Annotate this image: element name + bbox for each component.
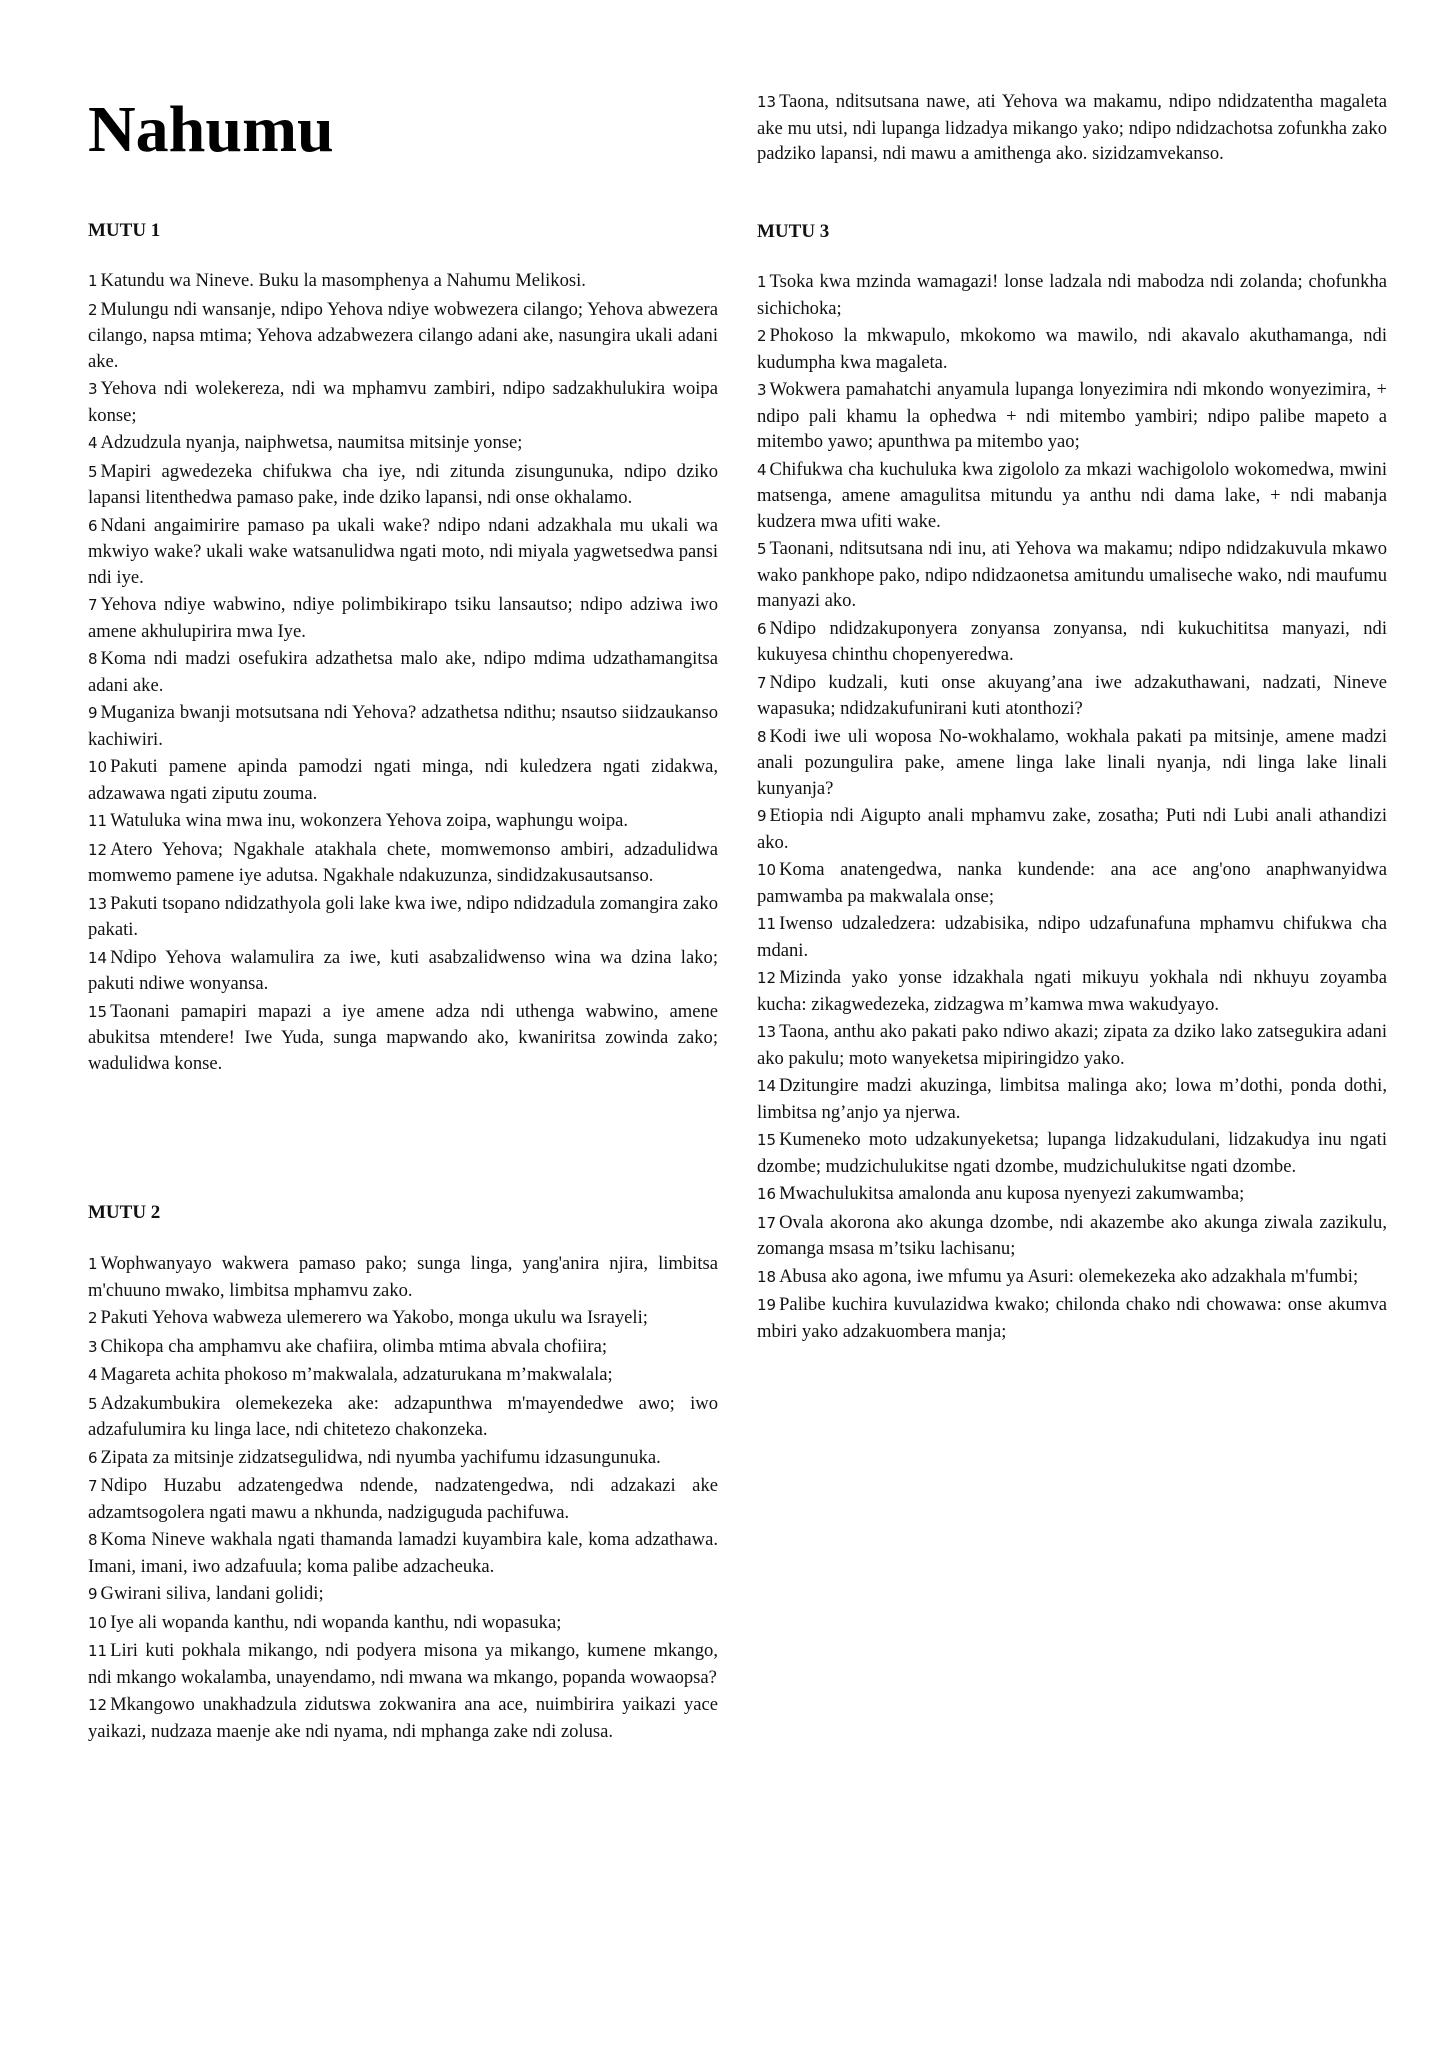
chapter-3-verse-14 [757, 1073, 1387, 1125]
verse-number: 4 [88, 1366, 98, 1384]
verse-text: Mwachulukitsa amalonda anu kuposa nyenyezi zakumwamba; [779, 1183, 1245, 1204]
chapter-2-verse-11 [88, 1638, 718, 1690]
verse-text: Wokwera pamahatchi anyamula lupanga lonyezimira ndi mkondo wonyezimira, + ndipo pali khamu la ophedwa + ndi mitembo yambiri; ndipo palibe mapeto a mitembo yawo; apunthwa pa mitembo yao; [757, 379, 1387, 452]
chapter-1-verse-14 [88, 945, 718, 997]
chapter-2-heading: MUTU 2 [88, 1202, 161, 1223]
chapter-1-verse-4 [88, 430, 718, 457]
chapter-2-verse-9 [88, 1581, 718, 1608]
verse-number: 3 [88, 1337, 98, 1356]
chapter-1-verse-12 [88, 837, 718, 889]
chapter-2-verse-7 [88, 1473, 718, 1525]
verse-text: Muganiza bwanji motsutsana ndi Yehova? adzathetsa ndithu; nsautso siidzaukanso kachiwiri. [88, 702, 718, 750]
verse-number: 6 [757, 619, 767, 638]
chapter-2-verse-8 [88, 1527, 718, 1579]
verse-text: Yehova ndi wolekereza, ndi wa mphamvu zambiri, ndipo sadzakhulukira woipa konse; [88, 378, 718, 426]
verse-number: 10 [757, 861, 777, 879]
verse-text: Atero Yehova; Ngakhale atakhala chete, momwemonso ambiri, adzadulidwa momwemo pamene iye adutsa. Ngakhale ndakuzunza, sindidzakusautsanso. [88, 838, 718, 886]
verse-text: Ndipo Huzabu adzatengedwa ndende, nadzatengedwa, ndi adzakazi ake adzamtsogolera ngati mawu a nkhunda, nadziguguda pachifuwa. [88, 1475, 718, 1523]
verse-number: 14 [88, 948, 108, 967]
chapter-3-verse-16 [757, 1181, 1387, 1208]
chapter-3-verse-17 [757, 1210, 1387, 1262]
verse-number: 7 [88, 596, 98, 614]
verse-number: 2 [88, 300, 98, 319]
verse-number: 5 [757, 540, 767, 558]
chapter-1-verse-8 [88, 646, 718, 698]
chapter-2-verse-5 [88, 1391, 718, 1443]
verse-number: 15 [757, 1131, 777, 1149]
verse-text: Ndipo kudzali, kuti onse akuyang’ana iwe adzakuthawani, nadzati, Nineve wapasuka; ndidzakufunirani kuti atonthozi? [757, 671, 1387, 719]
verse-text: Chifukwa cha kuchuluka kwa zigololo za mkazi wachigololo wokomedwa, mwini matsenga, amene amagulitsa mitundu ya anthu ndi dama lake, + ndi mabanja kudzera mwa ufiti wake. [757, 458, 1387, 532]
verse-number: 13 [88, 894, 108, 913]
chapter-1-verse-6 [88, 513, 718, 591]
verse-number: 12 [757, 969, 777, 987]
verse-text: Tsoka kwa mzinda wamagazi! lonse ladzala ndi mabodza ndi zolanda; chofunkha sichichoka; [757, 271, 1387, 319]
verse-number: 9 [88, 1585, 98, 1603]
verse-number: 10 [88, 758, 108, 776]
chapter-3-heading: MUTU 3 [757, 221, 830, 242]
chapter-3-verse-11 [757, 911, 1387, 963]
verse-text: Chikopa cha amphamvu ake chafiira, olimba mtima abvala chofiira; [100, 1335, 608, 1357]
verse-number: 13 [757, 93, 777, 111]
verse-text: Yehova ndiye wabwino, ndiye polimbikirapo tsiku lansautso; ndipo adziwa iwo amene akhulupirira mwa Iye. [88, 594, 718, 642]
verse-text: Liri kuti pokhala mikango, ndi podyera misona ya mikango, kumene mkango, ndi mkango wokalamba, unayendamo, ndi mwana wa mkango, popanda wowaopsa? [88, 1640, 718, 1688]
chapter-2-verse-6 [88, 1445, 718, 1472]
chapter-1-verse-1 [88, 268, 718, 295]
verse-number: 5 [88, 462, 98, 481]
chapter-3-verse-2 [757, 323, 1387, 375]
chapter-2-verse-list-continued [757, 89, 1387, 169]
chapter-3-verse-13 [757, 1019, 1387, 1071]
verse-text: Koma Nineve wakhala ngati thamanda lamadzi kuyambira kale, koma adzathawa. Imani, imani, iwo adzafuula; koma palibe adzacheuka. [88, 1529, 718, 1577]
verse-text: Mkangowo unakhadzula zidutswa zokwanira ana ace, nuimbirira yaikazi yace yaikazi, nudzaza maenje ake ndi nyama, ndi mphanga zake ndi zolusa. [88, 1694, 718, 1742]
verse-text: Ndipo Yehova walamulira za iwe, kuti asabzalidwenso wina wa dzina lako; pakuti ndiwe wonyansa. [88, 946, 718, 994]
verse-text: Pakuti tsopano ndidzathyola goli lake kwa iwe, ndipo ndidzadula zomangira zako pakati. [88, 892, 718, 940]
verse-number: 19 [757, 1296, 777, 1314]
chapter-3-verse-8 [757, 724, 1387, 802]
verse-number: 4 [88, 434, 98, 452]
chapter-1-verse-list [88, 268, 718, 1078]
verse-text: Iye ali wopanda kanthu, ndi wopanda kanthu, ndi wopasuka; [110, 1611, 562, 1633]
chapter-2-verse-12 [88, 1692, 718, 1744]
verse-number: 11 [757, 915, 777, 933]
verse-text: Mulungu ndi wansanje, ndipo Yehova ndiye wobwezera cilango; Yehova abwezera cilango, napsa mtima; Yehova adzabwezera cilango adani ake, nasungira ukali adani ake. [88, 298, 718, 372]
chapter-1-verse-5 [88, 459, 718, 511]
verse-number: 11 [88, 1642, 108, 1660]
chapter-1-verse-10 [88, 754, 718, 806]
chapter-2-verse-4 [88, 1362, 718, 1389]
verse-number: 8 [88, 650, 98, 668]
verse-text: Wophwanyayo wakwera pamaso pako; sunga linga, yang'anira njira, limbitsa m'chuuno mwako, limbitsa mphamvu zako. [88, 1253, 718, 1301]
verse-text: Mizinda yako yonse idzakhala ngati mikuyu yokhala ndi nkhuyu zoyamba kucha: zikagwedezeka, zidzagwa m’kamwa mwa wakudyayo. [757, 967, 1387, 1015]
chapter-3-verse-15 [757, 1127, 1387, 1179]
verse-number: 17 [757, 1213, 777, 1232]
chapter-2-verse-13 [757, 89, 1387, 167]
chapter-2-verse-3 [88, 1334, 718, 1361]
verse-number: 8 [88, 1531, 98, 1549]
verse-number: 9 [88, 704, 98, 722]
verse-text: Ndani angaimirire pamaso pa ukali wake? ndipo ndani adzakhala mu ukali wa mkwiyo wake? ukali wake watsanulidwa ngati moto, ndi miyala yagwetsedwa pansi ndi iye. [88, 514, 718, 588]
verse-text: Taona, anthu ako pakati pako ndiwo akazi; zipata za dziko lako zatsegukira adani ako pakulu; moto wanyeketsa mipiringidzo yako. [757, 1021, 1387, 1069]
chapter-3-verse-7 [757, 670, 1387, 722]
verse-text: Ndipo ndidzakuponyera zonyansa zonyansa, ndi kukuchititsa manyazi, ndi kukuyesa chinthu chopenyeredwa. [757, 617, 1387, 665]
verse-number: 12 [88, 840, 108, 859]
verse-text: Koma ndi madzi osefukira adzathetsa malo ake, ndipo mdima udzathamangitsa adani ake. [88, 648, 718, 696]
verse-number: 15 [88, 1002, 108, 1021]
verse-text: Katundu wa Nineve. Buku la masomphenya a Nahumu Melikosi. [100, 270, 586, 291]
chapter-1-verse-13 [88, 891, 718, 943]
verse-text: Magareta achita phokoso m’makwalala, adzaturukana m’makwalala; [100, 1364, 613, 1385]
chapter-1-verse-3 [88, 376, 718, 428]
verse-text: Zipata za mitsinje zidzatsegulidwa, ndi nyumba yachifumu idzasungunuka. [100, 1446, 661, 1468]
verse-number: 7 [757, 673, 767, 692]
verse-number: 13 [757, 1023, 777, 1041]
chapter-2-verse-10 [88, 1610, 718, 1637]
verse-number: 14 [757, 1077, 777, 1095]
chapter-1-verse-9 [88, 700, 718, 752]
verse-text: Etiopia ndi Aigupto anali mphamvu zake, zosatha; Puti ndi Lubi anali athandizi ako. [757, 805, 1387, 853]
verse-number: 3 [757, 381, 767, 399]
chapter-2-verse-list [88, 1251, 718, 1746]
verse-number: 7 [88, 1477, 98, 1495]
verse-number: 12 [88, 1696, 108, 1714]
verse-text: Adzakumbukira olemekezeka ake: adzapunthwa m'mayendedwe awo; iwo adzafulumira ku linga lace, ndi chitetezo chakonzeka. [88, 1392, 718, 1440]
verse-number: 11 [88, 812, 108, 830]
chapter-3-verse-5 [757, 536, 1387, 614]
verse-number: 3 [88, 380, 98, 398]
verse-number: 6 [88, 1448, 98, 1467]
chapter-1-verse-11 [88, 808, 718, 835]
chapter-2-verse-1 [88, 1251, 718, 1303]
verse-text: Iwenso udzaledzera: udzabisika, ndipo udzafunafuna mphamvu chifukwa cha mdani. [757, 913, 1387, 961]
chapter-3-verse-1 [757, 269, 1387, 321]
verse-number: 4 [757, 460, 767, 479]
chapter-1-heading: MUTU 1 [88, 220, 161, 241]
verse-text: Gwirani siliva, landani golidi; [100, 1583, 324, 1604]
chapter-3-verse-list [757, 269, 1387, 1346]
verse-number: 5 [88, 1394, 98, 1413]
verse-number: 1 [88, 272, 98, 290]
verse-text: Kumeneko moto udzakunyeketsa; lupanga lidzakudulani, lidzakudya inu ngati dzombe; mudzichulukitse ngati dzombe, mudzichulukitse ngati dzombe. [757, 1129, 1387, 1177]
verse-text: Taona, nditsutsana nawe, ati Yehova wa makamu, ndipo ndidzatentha magaleta ake mu utsi, ndi lupanga lidzadya mikango yako; ndipo ndidzachotsa zofunkha zako padziko lapansi, ndi mawu a amithenga ako. sizidzamvekanso. [757, 91, 1387, 164]
chapter-3-verse-12 [757, 965, 1387, 1017]
chapter-1-verse-15 [88, 999, 718, 1077]
verse-text: Pakuti pamene apinda pamodzi ngati minga, ndi kuledzera ngati zidakwa, adzawawa ngati ziputu zouma. [88, 756, 718, 804]
verse-text: Taonani pamapiri mapazi a iye amene adza ndi uthenga wabwino, amene abukitsa mtendere! Iwe Yuda, sunga mapwando ako, kwaniritsa zowinda zako; wadulidwa konse. [88, 1000, 718, 1074]
verse-text: Pakuti Yehova wabweza ulemerero wa Yakobo, monga ukulu wa Israyeli; [100, 1307, 648, 1328]
verse-number: 10 [88, 1613, 108, 1632]
book-title: Nahumu [88, 93, 334, 166]
verse-text: Palibe kuchira kuvulazidwa kwako; chilonda chako ndi chowawa: onse akumva mbiri yako adzakuombera manja; [757, 1294, 1387, 1342]
verse-text: Phokoso la mkwapulo, mkokomo wa mawilo, ndi akavalo akuthamanga, ndi kudumpha kwa magaleta. [757, 325, 1387, 373]
chapter-3-verse-10 [757, 857, 1387, 909]
verse-text: Ovala akorona ako akunga dzombe, ndi akazembe ako akunga ziwala zazikulu, zomanga msasa m’tsiku lachisanu; [757, 1211, 1387, 1259]
verse-text: Kodi iwe uli woposa No-wokhalamo, wokhala pakati pa mitsinje, amene madzi anali pozungulira pake, amene linga lake linali nyanja, ndi linga lake linali kunyanja? [757, 725, 1387, 799]
chapter-2-verse-2 [88, 1305, 718, 1332]
chapter-3-verse-9 [757, 803, 1387, 855]
verse-number: 2 [88, 1309, 98, 1327]
verse-text: Mapiri agwedezeka chifukwa cha iye, ndi zitunda zisungunuka, ndipo dziko lapansi litenthedwa pamaso pake, inde dziko lapansi, ndi onse okhalamo. [88, 460, 718, 508]
chapter-3-verse-19 [757, 1292, 1387, 1344]
chapter-3-verse-6 [757, 616, 1387, 668]
chapter-3-verse-4 [757, 457, 1387, 535]
chapter-3-verse-3 [757, 377, 1387, 455]
verse-text: Dzitungire madzi akuzinga, limbitsa malinga ako; lowa m’dothi, ponda dothi, limbitsa ng’anjo ya njerwa. [757, 1075, 1387, 1123]
verse-number: 2 [757, 327, 767, 345]
chapter-1-verse-2 [88, 297, 718, 375]
chapter-3-verse-18 [757, 1264, 1387, 1291]
verse-number: 1 [757, 273, 767, 291]
verse-number: 9 [757, 807, 767, 825]
verse-text: Abusa ako agona, iwe mfumu ya Asuri: olemekezeka ako adzakhala m'fumbi; [779, 1265, 1359, 1287]
verse-text: Taonani, nditsutsana ndi inu, ati Yehova wa makamu; ndipo ndidzakuvula mkawo wako pankhope pako, ndipo ndidzaonetsa amitundu umaliseche wako, ndi maufumu manyazi ako. [757, 538, 1387, 611]
chapter-1-verse-7 [88, 592, 718, 644]
verse-text: Watuluka wina mwa inu, wokonzera Yehova zoipa, waphungu woipa. [110, 810, 629, 831]
verse-number: 18 [757, 1267, 777, 1286]
verse-number: 6 [88, 516, 98, 535]
verse-number: 8 [757, 727, 767, 746]
verse-text: Koma anatengedwa, nanka kundende: ana ace ang'ono anaphwanyidwa pamwamba pa makwalala onse; [757, 859, 1387, 907]
verse-number: 1 [88, 1255, 98, 1273]
verse-text: Adzudzula nyanja, naiphwetsa, naumitsa mitsinje yonse; [100, 432, 523, 453]
verse-number: 16 [757, 1185, 777, 1203]
